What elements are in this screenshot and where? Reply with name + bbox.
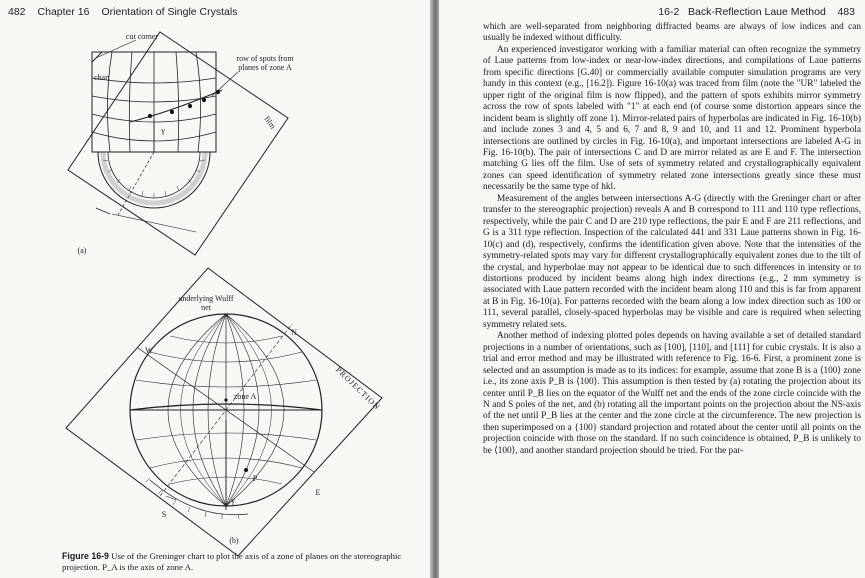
label-cut-corner: cut corner	[125, 32, 159, 41]
caption-text: Use of the Greninger chart to plot the axis of a zone of planes on the stereographic projection. P_A is the axis of zone A.	[62, 551, 402, 572]
label-projection: PROJECTION	[334, 365, 382, 412]
body-text	[483, 22, 861, 457]
right-page	[439, 0, 865, 578]
chapter-label: Chapter 16	[37, 6, 90, 18]
paragraph: Another method of indexing plotted poles depends on having available a set of detailed standard projections in a number of orientations, such as [100], [110], and [111] for cubic crystals. It is also a trial and error method and may be illustrated with reference to Fig. 16-6. First, a prominent zone is selected and an assumption is made as to its indices: for example, assume that zone B is a ⟨100⟩ zone i.e., its zone axis P_B is ⟨100⟩. This assumption is then tested by (a) rotating the projection about its center until P_B lies on the equator of the Wulff net and the ends of the zone circle coincide with the N and S poles of the net, and (b) rotating all the important points on the projection about the NS-axis of the net until P_B lies at the center and the zone circle at the circumference. The new projection is then superimposed on a {100} standard projection and rotated about the center until all points on the projection coincide with those on the standard. If no such coincidence is obtained, P_B is unlikely to be ⟨100⟩, and another standard projection should be tried. For the par-	[483, 331, 861, 456]
label-gamma-a: γ	[161, 126, 165, 135]
figure-caption	[62, 551, 422, 573]
paragraph: which are well-separated from neighboring diffracted beams are always of low indices and can usually be indexed without difficulty.	[483, 22, 861, 44]
label-underlying-wulff-net: underlying Wulff net	[178, 294, 234, 312]
left-page	[0, 0, 432, 578]
right-page-number: 483	[837, 6, 855, 18]
left-page-number: 482	[8, 6, 26, 18]
label-film: film	[262, 114, 278, 131]
figure-16-9	[0, 0, 432, 578]
right-running-head	[658, 6, 855, 18]
paragraph: An experienced investigator working with a familiar material can often recognize the symmetry of Laue patterns from low-index or near-low-index directions, and compilations of Laue patterns from specific directions [G.40] or commercially available computer simulation programs are very handy in this context (e.g., [16.2]). Figure 16-10(a) was traced from film (note the "UR" labeled the upper right of the original film is now flipped), and the pattern of spots exhibits mirror symmetry across the row of spots labeled with "1" at each end (of course some distortion appears since the incident beam is slightly off zone 1). Mirror-related pairs of hyperbolas are indicated in Fig. 16-10(b) and include zones 3 and 4, 5 and 6, 7 and 8, 9 and 10, and 11 and 12. Prominent hyperbola intersections are outlined by circles in Fig. 16-10(a), and important intersections are labeled A-G in Fig. 16-10(b). The pair of intersections C and D are mirror related as are E and F. The intersection matching G lies off the film. Use of sets of symmetry related and crystallographically equivalent zones can speed identification of symmetry related zone intersections greatly since these must necessarily be the same type of hkl.	[483, 44, 861, 193]
label-pole-p: P	[252, 474, 258, 483]
label-east: E	[315, 488, 321, 497]
figure-b-points	[224, 398, 248, 472]
caption-figure-number: Figure 16-9	[62, 551, 109, 561]
section-title: Back-Reflection Laue Method	[688, 6, 826, 18]
chapter-title: Orientation of Single Crystals	[101, 6, 238, 18]
label-chart: chart	[94, 73, 110, 82]
section-number: 16-2	[658, 6, 680, 18]
label-west: W	[145, 346, 153, 355]
label-zone-a: zone A	[233, 392, 257, 401]
panel-label-a: (a)	[77, 246, 87, 255]
label-row-of-spots: row of spots from planes of zone A	[236, 54, 294, 72]
label-north: N	[291, 328, 297, 337]
paragraph: Measurement of the angles between intersections A-G (directly with the Greninger chart or after transfer to the stereographic projection) reveals A and B correspond to 111 and 110 type reflections, respectively, while the pair C and D are 210 type reflections, the pair E and F are 211 reflections, and G is a 311 type reflection. Inspection of the calculated 441 and 331 Laue patterns shown in Fig. 16-10(c) and (d), respectively, confirms the identification given above. Note that the intensities of the symmetry-related spots may vary for different crystallographically equivalent zones due to the tilt of the crystal, and hyperbolae may not appear to be identical due to such differences in intensity or to distortions produced by incident beams along high index directions (e.g., 2 mm symmetry is associated with Laue pattern recorded with the incident beam along 110 and this is far from apparent at B in Fig. 16-10(a). For patterns recorded with the beam along a low index direction such as 100 or 111, several parallel, closely-spaced hyperbolas may be visible and care is required when selecting symmetry related sets.	[483, 193, 861, 330]
protractor-ticks	[103, 160, 205, 198]
label-south: S	[161, 510, 167, 519]
cut-corner-mark	[92, 52, 102, 62]
label-gamma-b: γ	[231, 496, 235, 505]
panel-label-b: (b)	[229, 536, 239, 545]
